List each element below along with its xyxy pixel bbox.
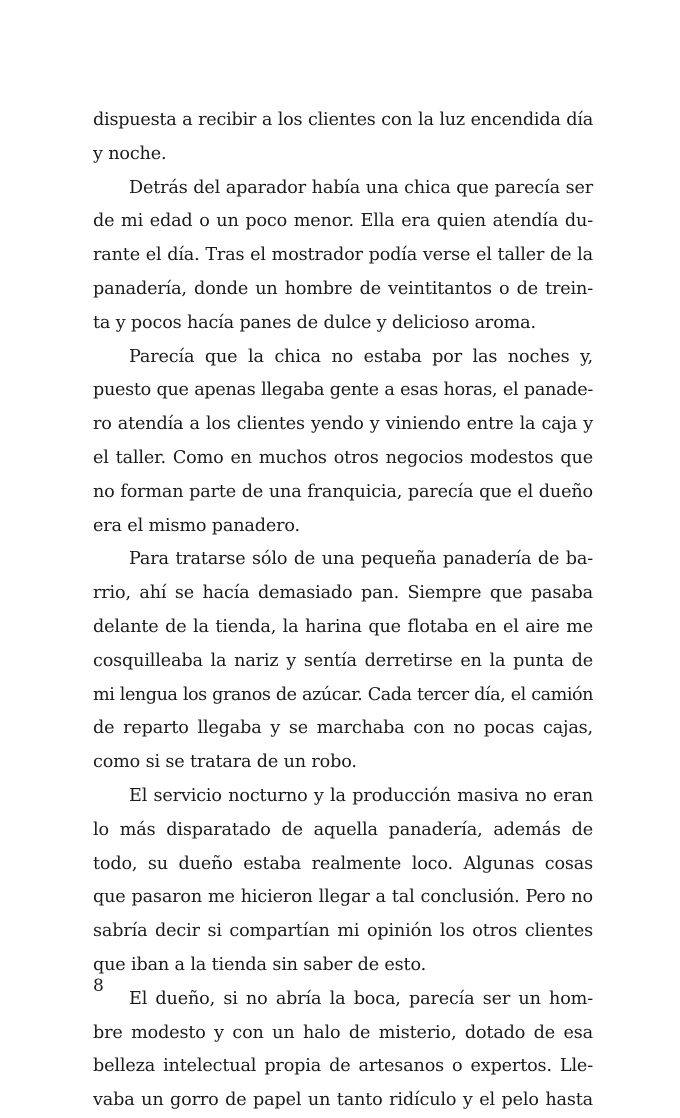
text-line: ta y pocos hacía panes de dulce y delicioso aroma. (93, 312, 536, 333)
text-line: rante el día. Tras el mostrador podía verse el taller de la (93, 245, 593, 266)
page-number: 8 (93, 976, 104, 996)
text-line: panadería, donde un hombre de veintitantos o de trein- (93, 278, 593, 299)
text-line: como si se tratara de un robo. (93, 752, 357, 773)
text-line: sabría decir si compartían mi opinión los otros clientes (93, 921, 593, 942)
text-line: El dueño, si no abría la boca, parecía ser un hom- (129, 988, 593, 1009)
text-line: bre modesto y con un halo de misterio, dotado de esa (93, 1022, 593, 1043)
text-line: vaba un gorro de papel un tanto ridículo y el pelo hasta (93, 1090, 593, 1111)
text-line: de reparto llegaba y se marchaba con no pocas cajas, (93, 718, 593, 739)
text-line: Parecía que la chica no estaba por las noches y, (129, 346, 593, 367)
text-line: y noche. (93, 143, 167, 164)
text-line: puesto que apenas llegaba gente a esas horas, el panade- (93, 380, 593, 401)
text-line: Detrás del aparador había una chica que parecía ser (129, 177, 593, 198)
text-line: El servicio nocturno y la producción masiva no eran (129, 785, 593, 806)
text-line: era el mismo panadero. (93, 515, 300, 536)
text-line: dispuesta a recibir a los clientes con la luz encendida día (93, 110, 593, 130)
text-line: no forman parte de una franquicia, parecía que el dueño (93, 481, 593, 502)
text-line: lo más disparatado de aquella panadería, además de (93, 819, 593, 840)
text-line: rrio, ahí se hacía demasiado pan. Siempre que pasaba (93, 583, 593, 604)
text-line: cosquilleaba la nariz y sentía derretirse en la punta de (93, 650, 593, 671)
text-line: Para tratarse sólo de una pequeña panadería de ba- (129, 549, 593, 570)
text-line: belleza intelectual propia de artesanos o expertos. Lle- (93, 1056, 593, 1077)
text-line: mi lengua los granos de azúcar. Cada tercer día, el camión (93, 684, 593, 705)
text-line: delante de la tienda, la harina que flotaba en el aire me (93, 616, 593, 637)
text-line: de mi edad o un poco menor. Ella era quien atendía du- (93, 211, 593, 232)
text-line: que iban a la tienda sin saber de esto. (93, 954, 427, 975)
text-line: ro atendía a los clientes yendo y viniendo entre la caja y (93, 414, 593, 435)
text-line: que pasaron me hicieron llegar a tal conclusión. Pero no (93, 887, 593, 908)
text-line: el taller. Como en muchos otros negocios modestos que (93, 447, 593, 468)
body-text (93, 104, 593, 1118)
text-line: todo, su dueño estaba realmente loco. Algunas cosas (93, 853, 593, 874)
